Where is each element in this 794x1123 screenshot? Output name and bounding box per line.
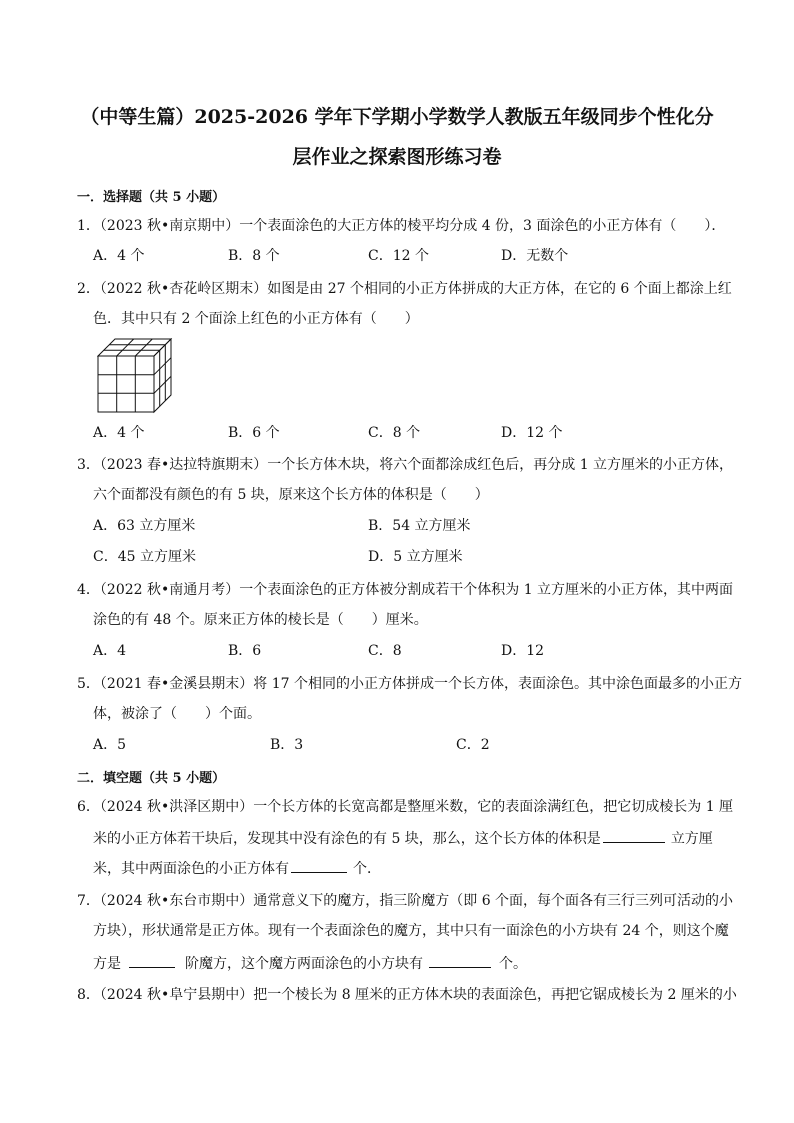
question-5-line2: 体，被涂了（ ）个面。: [93, 706, 261, 722]
question-6-line1: 6．（2024 秋•洪泽区期中）一个长方体的长宽高都是整厘米数，它的表面涂满红色，把它切成棱长为 1 厘: [77, 799, 734, 815]
q1-option-b: B．8 个: [228, 248, 280, 264]
q2-option-d: D．12 个: [501, 425, 563, 441]
question-8-line1: 8．（2024 秋•阜宁县期中）把一个棱长为 8 厘米的正方体木块的表面涂色，再把它锯成棱长为 2 厘米的小: [77, 987, 737, 1003]
q4-option-a: A．4: [93, 643, 127, 659]
q5-option-b: B．3: [270, 737, 304, 753]
question-6-line3: [93, 858, 733, 879]
q4-option-b: B．6: [228, 643, 262, 659]
q3-option-d: D．5 立方厘米: [368, 549, 463, 565]
question-1: 1．（2023 秋•南京期中）一个表面涂色的大正方体的棱平均分成 4 份，3 面涂色的小正方体有（ ）．: [77, 218, 726, 234]
question-6-line2: [93, 828, 733, 849]
q7-answer-blank-1[interactable]: [129, 953, 175, 968]
page-title-line2: 层作业之探索图形练习卷: [292, 146, 502, 168]
q2-option-b: B．6 个: [228, 425, 280, 441]
question-3-line2: 六个面都没有颜色的有 5 块，原来这个长方体的体积是（ ）: [93, 487, 489, 503]
question-2-line1: 2．（2022 秋•杏花岭区期末）如图是由 27 个相同的小正方体拼成的大正方体，在它的 6 个面上都涂上红: [77, 281, 732, 297]
section-heading-choice: 一．选择题（共 5 小题）: [77, 190, 226, 205]
q7-line3-text-c: 个。: [499, 956, 527, 972]
question-4-line1: 4．（2022 秋•南通月考）一个表面涂色的正方体被分割成若干个体积为 1 立方厘米的小正方体，其中两面: [77, 582, 734, 598]
q1-option-d: D．无数个: [501, 248, 569, 264]
q3-option-c: C．45 立方厘米: [93, 549, 196, 565]
q4-option-c: C．8: [368, 643, 402, 659]
q1-option-a: A．4 个: [93, 248, 145, 264]
q2-option-a: A．4 个: [93, 425, 145, 441]
question-4-line2: 涂色的有 48 个。原来正方体的棱长是（ ）厘米。: [93, 612, 428, 628]
q3-option-a: A．63 立方厘米: [93, 518, 196, 534]
section-heading-fill-in: 二．填空题（共 5 小题）: [77, 771, 226, 786]
q6-line3-text: 米，其中两面涂色的小正方体有: [93, 861, 289, 877]
page-title-line1: （中等生篇）2025-2026 学年下学期小学数学人教版五年级同步个性化分: [80, 106, 714, 128]
q6-line2-unit: 立方厘: [670, 831, 713, 847]
question-5-line1: 5．（2021 春•金溪县期末）将 17 个相同的小正方体拼成一个长方体，表面涂色。其中涂色面最多的小正方: [77, 676, 742, 692]
q2-option-c: C．8 个: [368, 425, 421, 441]
q6-line3-unit: 个．: [353, 861, 381, 877]
question-3-line1: 3．（2023 春•达拉特旗期末）一个长方体木块，将六个面都涂成红色后，再分成 1 立方厘米的小正方体，: [77, 457, 734, 473]
q6-answer-blank-2[interactable]: [291, 858, 347, 873]
question-7-line1: 7．（2024 秋•东台市期中）通常意义下的魔方，指三阶魔方（即 6 个面，每个面各有三行三列可活动的小: [77, 893, 734, 909]
question-7-line2: 方块），形状通常是正方体。现有一个表面涂色的魔方，其中只有一面涂色的小方块有 24 个，则这个魔: [93, 923, 729, 939]
q7-answer-blank-2[interactable]: [429, 953, 491, 968]
question-2-line2: 色．其中只有 2 个面涂上红色的小正方体有（ ）: [93, 311, 419, 327]
q7-line3-text-a: 方是: [93, 956, 121, 972]
q4-option-d: D．12: [501, 643, 545, 659]
q6-answer-blank-1[interactable]: [603, 828, 665, 843]
q3-option-b: B．54 立方厘米: [368, 518, 471, 534]
q5-option-a: A．5: [93, 737, 127, 753]
cube-3x3x3-figure: [97, 338, 175, 414]
question-7-line3: [93, 953, 733, 974]
q5-option-c: C．2: [456, 737, 490, 753]
q7-line3-text-b: 阶魔方，这个魔方两面涂色的小方块有: [185, 956, 423, 972]
q1-option-c: C．12 个: [368, 248, 429, 264]
q6-line2-text: 米的小正方体若干块后，发现其中没有涂色的有 5 块，那么，这个长方体的体积是: [93, 831, 601, 847]
